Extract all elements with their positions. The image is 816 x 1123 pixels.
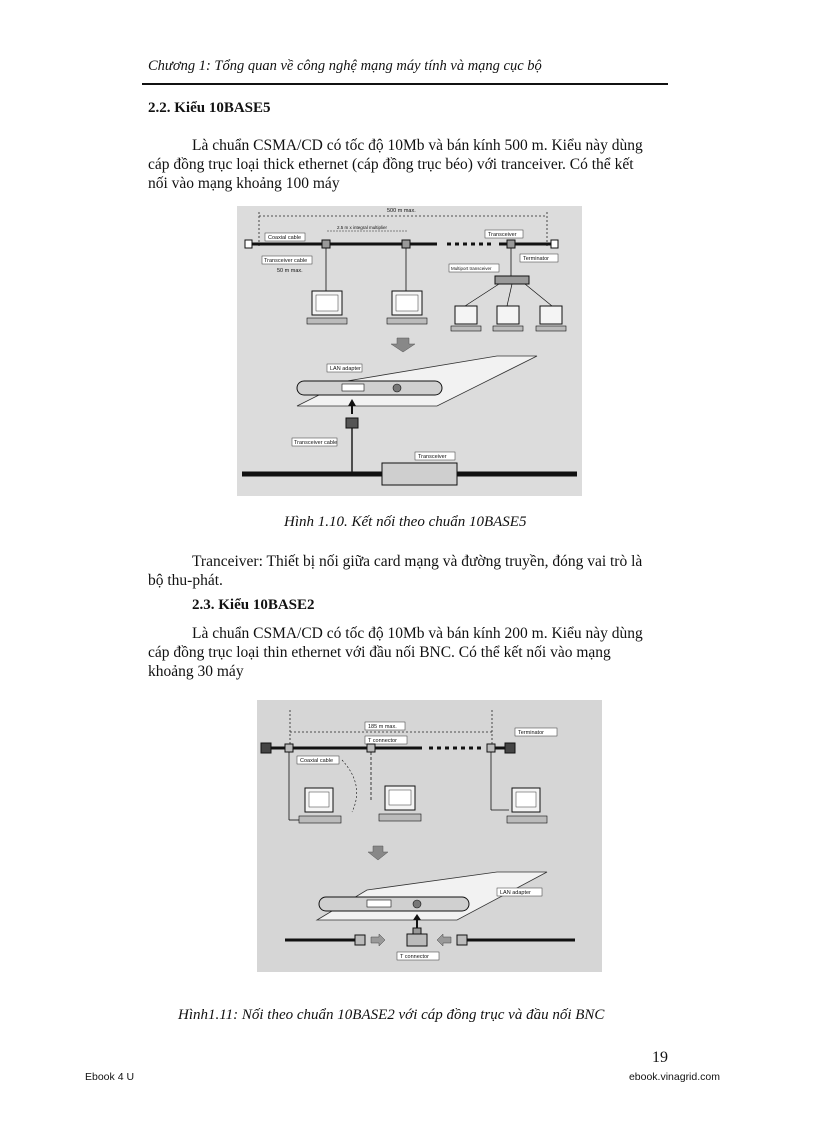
footer-left: Ebook 4 U: [85, 1071, 135, 1083]
figure-10base5: [237, 206, 582, 496]
label-terminator: Terminator: [518, 730, 544, 736]
paragraph-line: Là chuẩn CSMA/CD có tốc độ 10Mb và bán kính 500 m. Kiểu này dùng: [192, 137, 643, 154]
computer-icon: [507, 788, 547, 823]
multiport-transceiver-icon: [495, 276, 529, 284]
label-lan-adapter: LAN adapter: [500, 890, 531, 896]
label-spacing: 2.5 m x integral multiplier: [337, 225, 388, 230]
paragraph-line: nối vào mạng khoảng 100 máy: [148, 175, 340, 192]
page-number: 19: [652, 1049, 668, 1066]
lan-adapter-icon: [297, 381, 442, 395]
t-connector-icon: [407, 934, 427, 946]
computer-icon: [387, 291, 427, 324]
arrow-down-icon: [391, 338, 415, 352]
figure-10base5-diagram: [237, 206, 582, 496]
paragraph-line: Tranceiver: Thiết bị nối giữa card mạng và đường truyền, đóng vai trò là: [192, 553, 643, 570]
label-terminator: Terminator: [523, 256, 549, 262]
section-heading-10base5: 2.2. Kiểu 10BASE5: [148, 100, 271, 116]
lan-adapter-icon: [319, 897, 469, 911]
terminator-icon: [245, 240, 252, 248]
paragraph-line: bộ thu-phát.: [148, 572, 223, 589]
figure-caption-1-11: Hình1.11: Nối theo chuẩn 10BASE2 với cáp đồng trục và đầu nối BNC: [178, 1007, 605, 1023]
label-transceiver-top: Transceiver: [488, 232, 517, 238]
transceiver-icon: [382, 463, 457, 485]
label-multiport: Multiport transceiver: [451, 266, 492, 271]
figure-10base2: [257, 700, 602, 972]
label-lan-adapter: LAN adapter: [330, 366, 361, 372]
computer-icon: [451, 306, 481, 331]
figure-10base2-diagram: [257, 700, 602, 972]
computer-icon: [493, 306, 523, 331]
label-span: 185 m max.: [368, 724, 397, 730]
paragraph-line: cáp đồng trục loại thin ethernet với đầu nối BNC. Có thể kết nối vào mạng: [148, 644, 611, 661]
arrow-down-icon: [368, 846, 388, 860]
computer-icon: [307, 291, 347, 324]
chapter-header: Chương 1: Tổng quan về công nghệ mạng máy tính và mạng cục bộ: [148, 58, 542, 74]
terminator-icon: [505, 743, 515, 753]
terminator-icon: [261, 743, 271, 753]
section-heading-10base2: 2.3. Kiểu 10BASE2: [192, 597, 315, 613]
paragraph-line: cáp đồng trục loại thick ethernet (cáp đồng trục béo) với tranceiver. Có thể kết: [148, 156, 634, 173]
label-span: 500 m max.: [387, 208, 416, 214]
label-50m: 50 m max.: [277, 268, 303, 274]
header-rule: [142, 83, 668, 85]
terminator-icon: [551, 240, 558, 248]
label-coaxial: Coaxial cable: [268, 235, 302, 241]
label-transceiver-cable-bottom: Transceiver cable: [294, 440, 338, 446]
label-transceiver-bottom: Transceiver: [418, 454, 447, 460]
computer-icon: [536, 306, 566, 331]
label-coaxial: Coaxial cable: [300, 758, 334, 764]
computer-icon: [299, 788, 341, 823]
paragraph-line: Là chuẩn CSMA/CD có tốc độ 10Mb và bán kính 200 m. Kiểu này dùng: [192, 625, 643, 642]
label-t-connector: T connector: [368, 738, 397, 744]
label-transceiver-cable: Transceiver cable: [264, 258, 308, 264]
footer-right: ebook.vinagrid.com: [628, 1071, 720, 1083]
figure-caption-1-10: Hình 1.10. Kết nối theo chuẩn 10BASE5: [284, 514, 527, 530]
label-t-connector-bottom: T connector: [400, 954, 429, 960]
paragraph-line: khoảng 30 máy: [148, 663, 244, 680]
computer-icon: [379, 786, 421, 821]
